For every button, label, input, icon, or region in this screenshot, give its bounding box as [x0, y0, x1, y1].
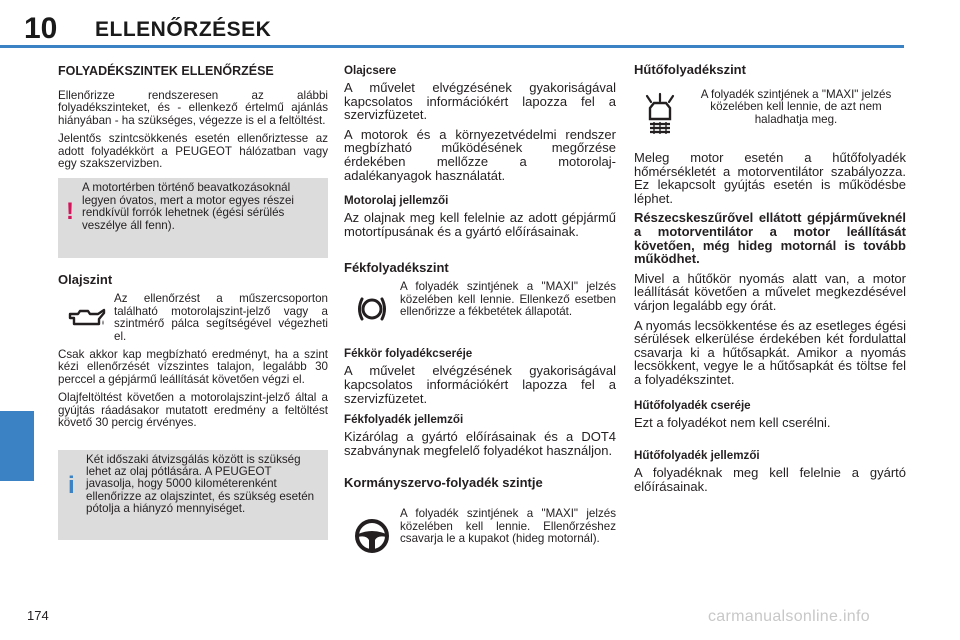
power-steering-text: A folyadék szintjének a "MAXI" jelzés közelében kell lennie. Ellenőrzéshez csavarja le a kupakot (hideg motornál).: [400, 507, 616, 546]
brake-warning-icon: [344, 281, 400, 337]
warning-text: A motortérben történő beavatkozásoknál legyen óvatos, mert a motor egyes részei rendkívül forrók lehetnek (égési sérülés veszélye áll fenn).: [82, 181, 295, 232]
column-middle: [344, 60, 616, 564]
oil-level-paragraph: Csak akkor kap megbízható eredményt, ha a szint kézi ellenőrzését vízszintes talajon, legalább 30 perccel a gépjármű leállítását követően végzi el.: [58, 348, 328, 386]
info-text: Két időszaki átvizsgálás között is szükség lehet az olaj pótlására. A PEUGEOT javasolja, hogy 5000 kilométerenként ellenőrizze az olajszintet, és szükség esetén pótolja a hiányzó mennyiséget.: [86, 452, 315, 516]
power-steering-row: [344, 508, 616, 564]
chapter-number: 10: [24, 12, 58, 45]
coolant-level-heading: Hűtőfolyadékszint: [634, 62, 746, 77]
column-right: [634, 60, 906, 499]
steering-wheel-icon: [344, 508, 400, 564]
info-box: [58, 450, 328, 540]
coolant-spec-heading: Hűtőfolyadék jellemzői: [634, 449, 760, 463]
section-heading-fluid-levels: FOLYADÉKSZINTEK ELLENŐRZÉSE: [58, 64, 274, 78]
oil-can-icon: [58, 293, 114, 341]
column-left: [58, 60, 328, 540]
oil-change-heading: Olajcsere: [344, 64, 397, 77]
brake-fluid-change-heading: Fékkör folyadékcseréje: [344, 347, 473, 361]
coolant-cap-paragraph: A nyomás lecsökkentése és az esetleges égési sérülések elkerülése érdekében két fordulattal csavarja ki a hűtősapkát. Amikor a nyomás lecsökkent, vegye le a hűtősapkát és töltse fel a folyadékszintet.: [634, 317, 906, 387]
brake-fluid-text: A folyadék szintjének a "MAXI" jelzés közelében kell lennie. Ellenkező esetben ellenőrizze a fékbetétek állapotát.: [400, 280, 616, 319]
coolant-level-row: [634, 89, 906, 139]
chapter-title: ELLENŐRZÉSEK: [95, 18, 272, 41]
engine-oil-spec-paragraph: Az olajnak meg kell felelnie az adott gépjármű motortípusának és a gyártó előírásainak.: [344, 210, 616, 239]
brake-fluid-row: [344, 281, 616, 337]
engine-oil-spec-heading: Motorolaj jellemzői: [344, 194, 449, 208]
oil-change-paragraph-2: A motorok és a környezetvédelmi rendszer megbízható működésének megőrzése érdekében mellőzze a motorolaj-adalékanyagok használatát.: [344, 126, 616, 183]
coolant-change-paragraph: Ezt a folyadékot nem kell cserélni.: [634, 414, 831, 430]
oil-level-text: Az ellenőrzést a műszercsoporton található motorolajszint-jelző vagy a szintmérő pálca segítségével végezheti el.: [114, 292, 328, 343]
brake-fluid-spec-paragraph: Kizárólag a gyártó előírásainak és a DOT4 szabványnak megfelelő folyadékot használjon.: [344, 429, 616, 458]
info-icon: i: [68, 471, 75, 499]
coolant-temperature-icon: [634, 89, 686, 139]
coolant-warning-paragraph: Részecskeszűrővel ellátott gépjárműveknél a motorventilátor a motor leállítását követően, még hideg motornál is tovább működhet.: [634, 210, 906, 267]
intro-paragraph-2: Jelentős szintcsökkenés esetén ellenőriztesse az adott folyadékkört a PEUGEOT hálózatban vagy egy szakszervizben.: [58, 132, 328, 171]
oil-level-heading: Olajszint: [58, 272, 113, 288]
oil-level-paragraph-2: Olajfeltöltést követően a motorolajszint-jelző által a gyújtás ráadásakor mutatott eredmény a feltöltést követő 30 percig érvényes.: [58, 391, 328, 430]
chapter-tab: [0, 411, 34, 481]
warning-box: [58, 178, 328, 258]
coolant-spec-paragraph: A folyadéknak meg kell felelnie a gyártó előírásainak.: [634, 465, 906, 494]
warning-icon: !: [66, 198, 74, 226]
power-steering-heading: Kormányszervo-folyadék szintje: [344, 475, 543, 491]
intro-paragraph: Ellenőrizze rendszeresen az alábbi folyadékszinteket, és - ellenkező értelmű ajánlás hiányában - ha szükséges, végezze is el a feltöltést.: [58, 89, 328, 127]
oil-level-row: [58, 293, 328, 343]
coolant-change-heading: Hűtőfolyadék cseréje: [634, 398, 751, 412]
brake-fluid-change-paragraph: A művelet elvégzésének gyakoriságával kapcsolatos információkért lapozza fel a szervizfüzetet.: [344, 363, 616, 406]
brake-fluid-spec-heading: Fékfolyadék jellemzői: [344, 413, 464, 427]
oil-change-paragraph: A művelet elvégzésének gyakoriságával kapcsolatos információkért lapozza fel a szervizfüzetet.: [344, 80, 616, 123]
brake-fluid-heading: Fékfolyadékszint: [344, 260, 449, 276]
header-rule: [0, 45, 904, 48]
coolant-paragraph: Meleg motor esetén a hűtőfolyadék hőmérsékletét a motorventilátor szabályozza. Ez lekapcsolt gyújtás esetén is működésbe léphet.: [634, 150, 906, 206]
watermark: carmanualsonline.info: [708, 608, 870, 625]
coolant-pressure-paragraph: Mivel a hűtőkör nyomás alatt van, a motor leállítását követően a művelet megkezdésével várjon legalább egy órát.: [634, 270, 906, 313]
coolant-level-text: A folyadék szintjének a "MAXI" jelzés közelében kell lennie, de azt nem haladhatja meg.: [700, 88, 892, 126]
page-number: 174: [27, 608, 49, 623]
